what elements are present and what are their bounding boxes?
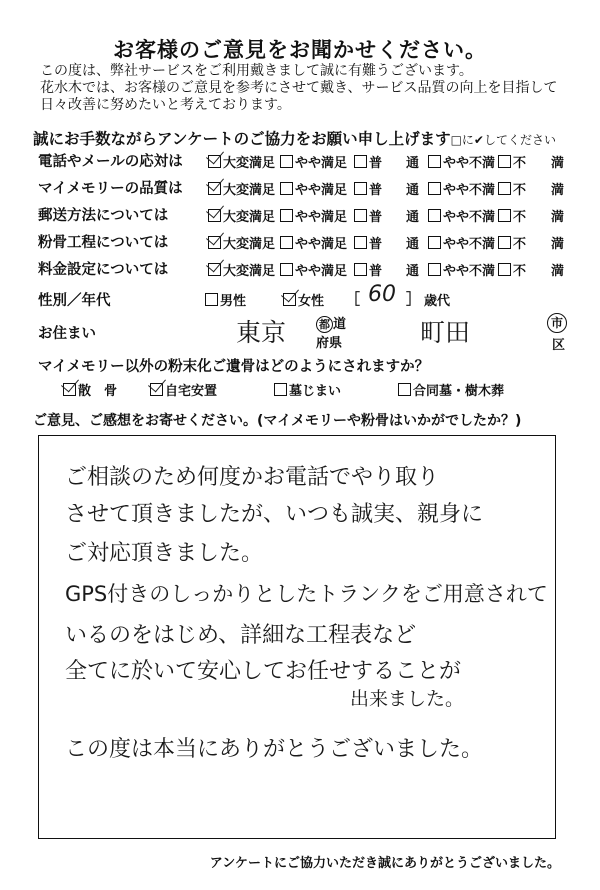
city-value[interactable]: 町田	[420, 318, 471, 347]
comment-line-2: させて頂きましたが、いつも誠実、親身に	[65, 502, 484, 527]
rating-option-label: 普	[369, 210, 383, 225]
rating-checkbox[interactable]	[208, 182, 221, 195]
rating-option-label: やや満足	[295, 183, 348, 198]
comment-line-3: ご対応頂きました。	[65, 541, 264, 566]
rating-checkbox[interactable]	[280, 155, 293, 168]
address-label: お住まい	[38, 326, 96, 342]
rating-checkbox[interactable]	[428, 155, 441, 168]
rating-checkbox[interactable]	[280, 263, 293, 276]
rating-option-label: 普	[369, 264, 383, 279]
rating-option[interactable]	[498, 233, 526, 252]
rating-checkbox[interactable]	[498, 182, 511, 195]
rating-option[interactable]	[280, 206, 347, 225]
rating-option[interactable]	[428, 179, 495, 198]
option-home-keep[interactable]	[150, 380, 217, 399]
rating-option[interactable]	[280, 152, 347, 171]
rating-option-label: 満	[551, 210, 565, 225]
rating-checkbox[interactable]	[208, 209, 221, 222]
rating-option[interactable]	[280, 233, 347, 252]
rating-option[interactable]	[428, 233, 495, 252]
rating-checkbox[interactable]	[354, 182, 367, 195]
rating-option	[551, 233, 564, 252]
gender-male-label: 男性	[220, 294, 247, 309]
rating-checkbox[interactable]	[428, 263, 441, 276]
rating-option-label: 不	[513, 183, 527, 198]
rating-question-label: 電話やメールの応対は	[38, 154, 183, 170]
rating-option[interactable]	[280, 260, 347, 279]
city-shi-circled	[547, 313, 567, 333]
checkmark-icon	[206, 227, 224, 246]
rating-option[interactable]	[354, 179, 382, 198]
gender-male-checkbox[interactable]	[205, 293, 218, 306]
comment-line-1: ご相談のため何度かお電話でやり取り	[65, 465, 440, 490]
checkmark-icon	[206, 173, 224, 192]
rating-option[interactable]	[208, 152, 275, 171]
option-joint-grave[interactable]	[398, 380, 504, 399]
rating-option	[406, 233, 419, 252]
rating-option-label: 満	[551, 264, 565, 279]
intro-line-2: 花水木では、お客様のご意見を参考にさせて戴き、サービス品質の向上を目指して	[40, 80, 558, 96]
survey-request-hint: □に✔してください	[450, 133, 556, 147]
rating-option-label: やや不満	[443, 183, 496, 198]
prefecture-fu-ken	[316, 332, 342, 351]
rating-checkbox[interactable]	[354, 236, 367, 249]
rating-option-label: やや不満	[443, 156, 496, 171]
age-open-bracket: ［	[345, 290, 361, 308]
checkmark-icon	[61, 374, 79, 393]
rating-option[interactable]	[280, 179, 347, 198]
rating-option-label: 不	[513, 237, 527, 252]
rating-option-label: やや満足	[295, 210, 348, 225]
rating-option-label: 普	[369, 237, 383, 252]
survey-request	[33, 127, 556, 149]
rating-option[interactable]	[354, 206, 382, 225]
grave-close-checkbox[interactable]	[274, 383, 287, 396]
pref-to-char: 都	[316, 316, 333, 333]
checkmark-icon	[281, 284, 299, 303]
rating-checkbox[interactable]	[498, 209, 511, 222]
comment-label: ご意見、ご感想をお寄せください。(マイメモリーや粉骨はいかがでしたか？)	[33, 413, 522, 429]
rating-option	[551, 260, 564, 279]
rating-checkbox[interactable]	[498, 155, 511, 168]
rating-option[interactable]	[354, 260, 382, 279]
rating-option	[406, 206, 419, 225]
rating-question-label: 郵送方法については	[38, 208, 169, 224]
rating-option-label: 満	[551, 237, 565, 252]
city-ku-char: 区	[552, 338, 566, 353]
rating-option-label: 普	[369, 156, 383, 171]
rating-option	[406, 152, 419, 171]
age-value[interactable]: 60	[368, 282, 396, 307]
prefecture-to-circled	[316, 313, 346, 333]
home-keep-checkbox[interactable]	[150, 383, 163, 396]
rating-option[interactable]	[428, 152, 495, 171]
gender-male-option[interactable]	[205, 290, 246, 309]
rating-option[interactable]	[208, 179, 275, 198]
rating-option-label: 不	[513, 156, 527, 171]
rating-option-label: やや満足	[295, 156, 348, 171]
rating-checkbox[interactable]	[208, 236, 221, 249]
scatter-checkbox[interactable]	[63, 383, 76, 396]
city-shi-char: 市	[547, 313, 567, 333]
rating-checkbox[interactable]	[498, 236, 511, 249]
form-title: お客様のご意見をお聞かせください。	[113, 38, 487, 62]
rating-option-label: 通	[406, 264, 420, 279]
other-question-label: マイメモリー以外の粉末化ご遺骨はどのようにされますか？	[38, 359, 430, 375]
rating-checkbox[interactable]	[428, 182, 441, 195]
rating-option[interactable]	[498, 206, 526, 225]
rating-option[interactable]	[498, 179, 526, 198]
rating-option-label: 通	[406, 183, 420, 198]
rating-option	[406, 179, 419, 198]
rating-option-label: 満	[551, 183, 565, 198]
rating-checkbox[interactable]	[280, 182, 293, 195]
rating-option[interactable]	[208, 260, 275, 279]
rating-option-label: やや満足	[295, 237, 348, 252]
joint-grave-checkbox[interactable]	[398, 383, 411, 396]
rating-option-label: 大変満足	[223, 183, 276, 198]
rating-checkbox[interactable]	[354, 155, 367, 168]
checkmark-icon	[148, 374, 166, 393]
rating-checkbox[interactable]	[280, 209, 293, 222]
rating-option[interactable]	[354, 233, 382, 252]
pref-do-char: 道	[333, 317, 347, 332]
age-close-bracket: ］	[406, 290, 422, 308]
rating-question-label: 料金設定については	[38, 262, 169, 278]
intro-line-3: 日々改善に努めたいと考えております。	[40, 97, 291, 113]
rating-option-label: 満	[551, 156, 565, 171]
rating-option[interactable]	[208, 206, 275, 225]
comment-line-5: いるのをはじめ、詳細な工程表など	[65, 623, 417, 648]
scatter-label: 散 骨	[78, 384, 118, 399]
rating-option[interactable]	[498, 260, 526, 279]
rating-checkbox[interactable]	[208, 263, 221, 276]
rating-option-label: やや不満	[443, 210, 496, 225]
comment-line-8: この度は本当にありがとうございました。	[65, 737, 484, 762]
option-grave-close[interactable]	[274, 380, 341, 399]
rating-option-label: 不	[513, 264, 527, 279]
joint-grave-label: 合同墓・樹木葬	[413, 384, 505, 399]
rating-checkbox[interactable]	[280, 236, 293, 249]
rating-option-label: 大変満足	[223, 264, 276, 279]
grave-close-label: 墓じまい	[289, 384, 342, 399]
gender-age-label: 性別／年代	[38, 293, 111, 309]
rating-checkbox[interactable]	[208, 155, 221, 168]
comment-line-7: 出来ました。	[350, 688, 465, 710]
intro-line-1: この度は、弊社サービスをご利用戴きまして誠に有難うございます。	[40, 63, 473, 79]
rating-checkbox[interactable]	[428, 209, 441, 222]
rating-option[interactable]	[498, 152, 526, 171]
prefecture-value[interactable]: 東京	[236, 318, 287, 347]
rating-checkbox[interactable]	[498, 263, 511, 276]
rating-option-label: やや不満	[443, 237, 496, 252]
rating-option-label: 不	[513, 210, 527, 225]
rating-checkbox[interactable]	[428, 236, 441, 249]
gender-female-label: 女性	[298, 294, 325, 309]
survey-request-text: 誠にお手数ながらアンケートのご協力をお願い申し上げます	[33, 130, 451, 148]
rating-option[interactable]	[428, 260, 495, 279]
rating-checkbox[interactable]	[354, 263, 367, 276]
rating-option[interactable]	[208, 233, 275, 252]
rating-option	[406, 260, 419, 279]
rating-option[interactable]	[354, 152, 382, 171]
gender-female-option[interactable]	[283, 290, 324, 309]
rating-question-label: 粉骨工程については	[38, 235, 169, 251]
rating-option-label: 通	[406, 210, 420, 225]
rating-option[interactable]	[428, 206, 495, 225]
rating-option-label: 大変満足	[223, 156, 276, 171]
rating-option	[551, 152, 564, 171]
comment-line-6: 全てに於いて安心してお任せすることが	[65, 659, 462, 684]
pref-fu-char: 府	[316, 336, 330, 351]
pref-ken-char: 県	[329, 336, 343, 351]
rating-option-label: 普	[369, 183, 383, 198]
rating-checkbox[interactable]	[354, 209, 367, 222]
option-scatter[interactable]	[63, 380, 117, 399]
rating-option-label: やや不満	[443, 264, 496, 279]
rating-option	[551, 179, 564, 198]
rating-option-label: 通	[406, 237, 420, 252]
rating-option-label: 通	[406, 156, 420, 171]
age-suffix: 歳代	[424, 294, 451, 309]
checkmark-icon	[206, 200, 224, 219]
rating-question-label: マイメモリーの品質は	[38, 181, 183, 197]
footer-thanks: アンケートにご協力いただき誠にありがとうございました。	[209, 856, 560, 871]
rating-option-label: 大変満足	[223, 210, 276, 225]
checkmark-icon	[206, 254, 224, 273]
gender-female-checkbox[interactable]	[283, 293, 296, 306]
rating-option-label: やや満足	[295, 264, 348, 279]
home-keep-label: 自宅安置	[165, 384, 218, 399]
rating-option-label: 大変満足	[223, 237, 276, 252]
rating-option	[551, 206, 564, 225]
comment-line-4: GPS付きのしっかりとしたトランクをご用意されて	[65, 582, 548, 606]
